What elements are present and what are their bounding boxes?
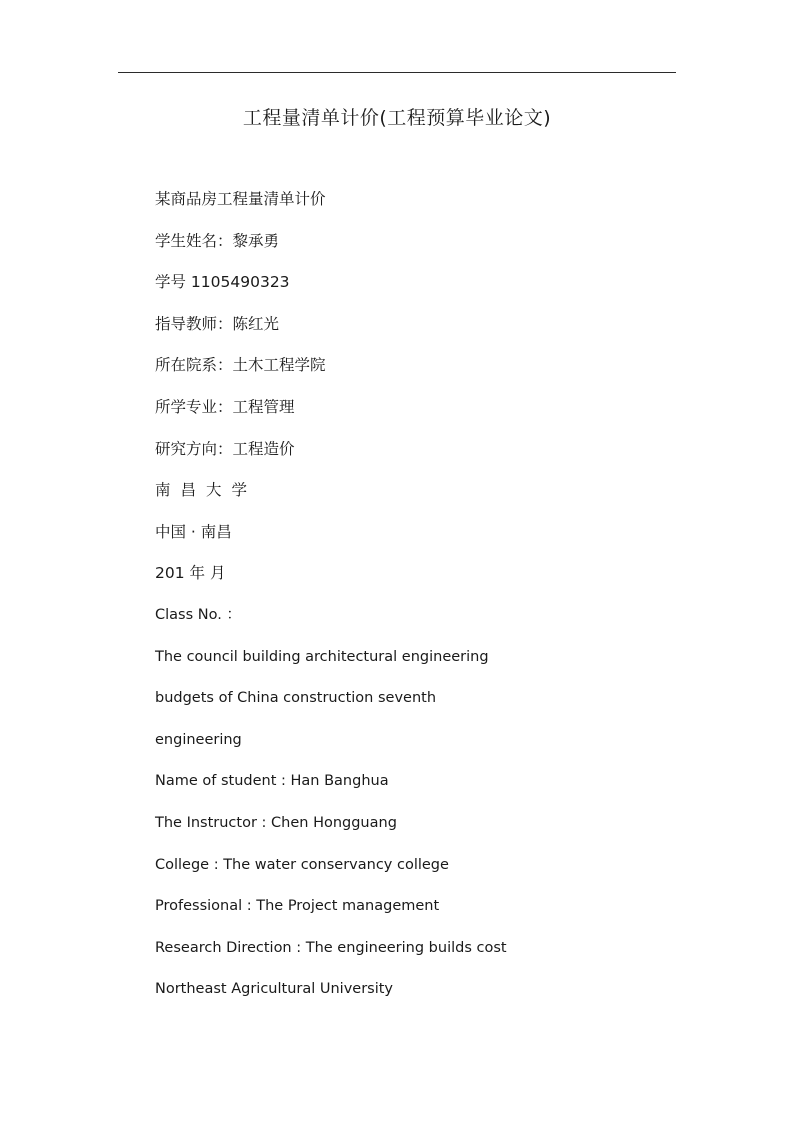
english-university-line: Northeast Agricultural University xyxy=(155,981,394,998)
english-instructor-line: The Instructor : Chen Hongguang xyxy=(155,814,397,831)
university-line: 南昌大学 xyxy=(155,481,258,500)
class-number-line: Class No. ： xyxy=(155,606,241,623)
english-title-line-2: budgets of China construction seventh xyxy=(155,690,437,707)
department-line: 所在院系：土木工程学院 xyxy=(155,356,326,375)
document-title: 工程量清单计价(工程预算毕业论文) xyxy=(242,107,552,129)
location-line: 中国 · 南昌 xyxy=(155,522,232,541)
research-direction-line: 研究方向：工程造价 xyxy=(155,439,295,458)
cover-info-list xyxy=(155,185,715,1017)
english-research-direction-line: Research Direction : The engineering builds cost xyxy=(155,939,507,956)
thesis-subtitle: 某商品房工程量清单计价 xyxy=(155,190,326,208)
english-title-line-3: engineering xyxy=(155,731,242,748)
english-college-line: College : The water conservancy college xyxy=(155,856,449,873)
student-name-line: 学生姓名：黎承勇 xyxy=(155,231,280,250)
english-student-name-line: Name of student : Han Banghua xyxy=(155,773,389,790)
header-rule xyxy=(118,72,676,73)
english-title-line-1: The council building architectural engineering xyxy=(155,648,489,665)
student-id-line: 学号 1105490323 xyxy=(155,273,290,292)
date-line: 201 年 月 xyxy=(155,564,226,583)
english-professional-line: Professional : The Project management xyxy=(155,898,440,915)
advisor-line: 指导教师：陈红光 xyxy=(155,314,280,333)
major-line: 所学专业：工程管理 xyxy=(155,397,295,416)
